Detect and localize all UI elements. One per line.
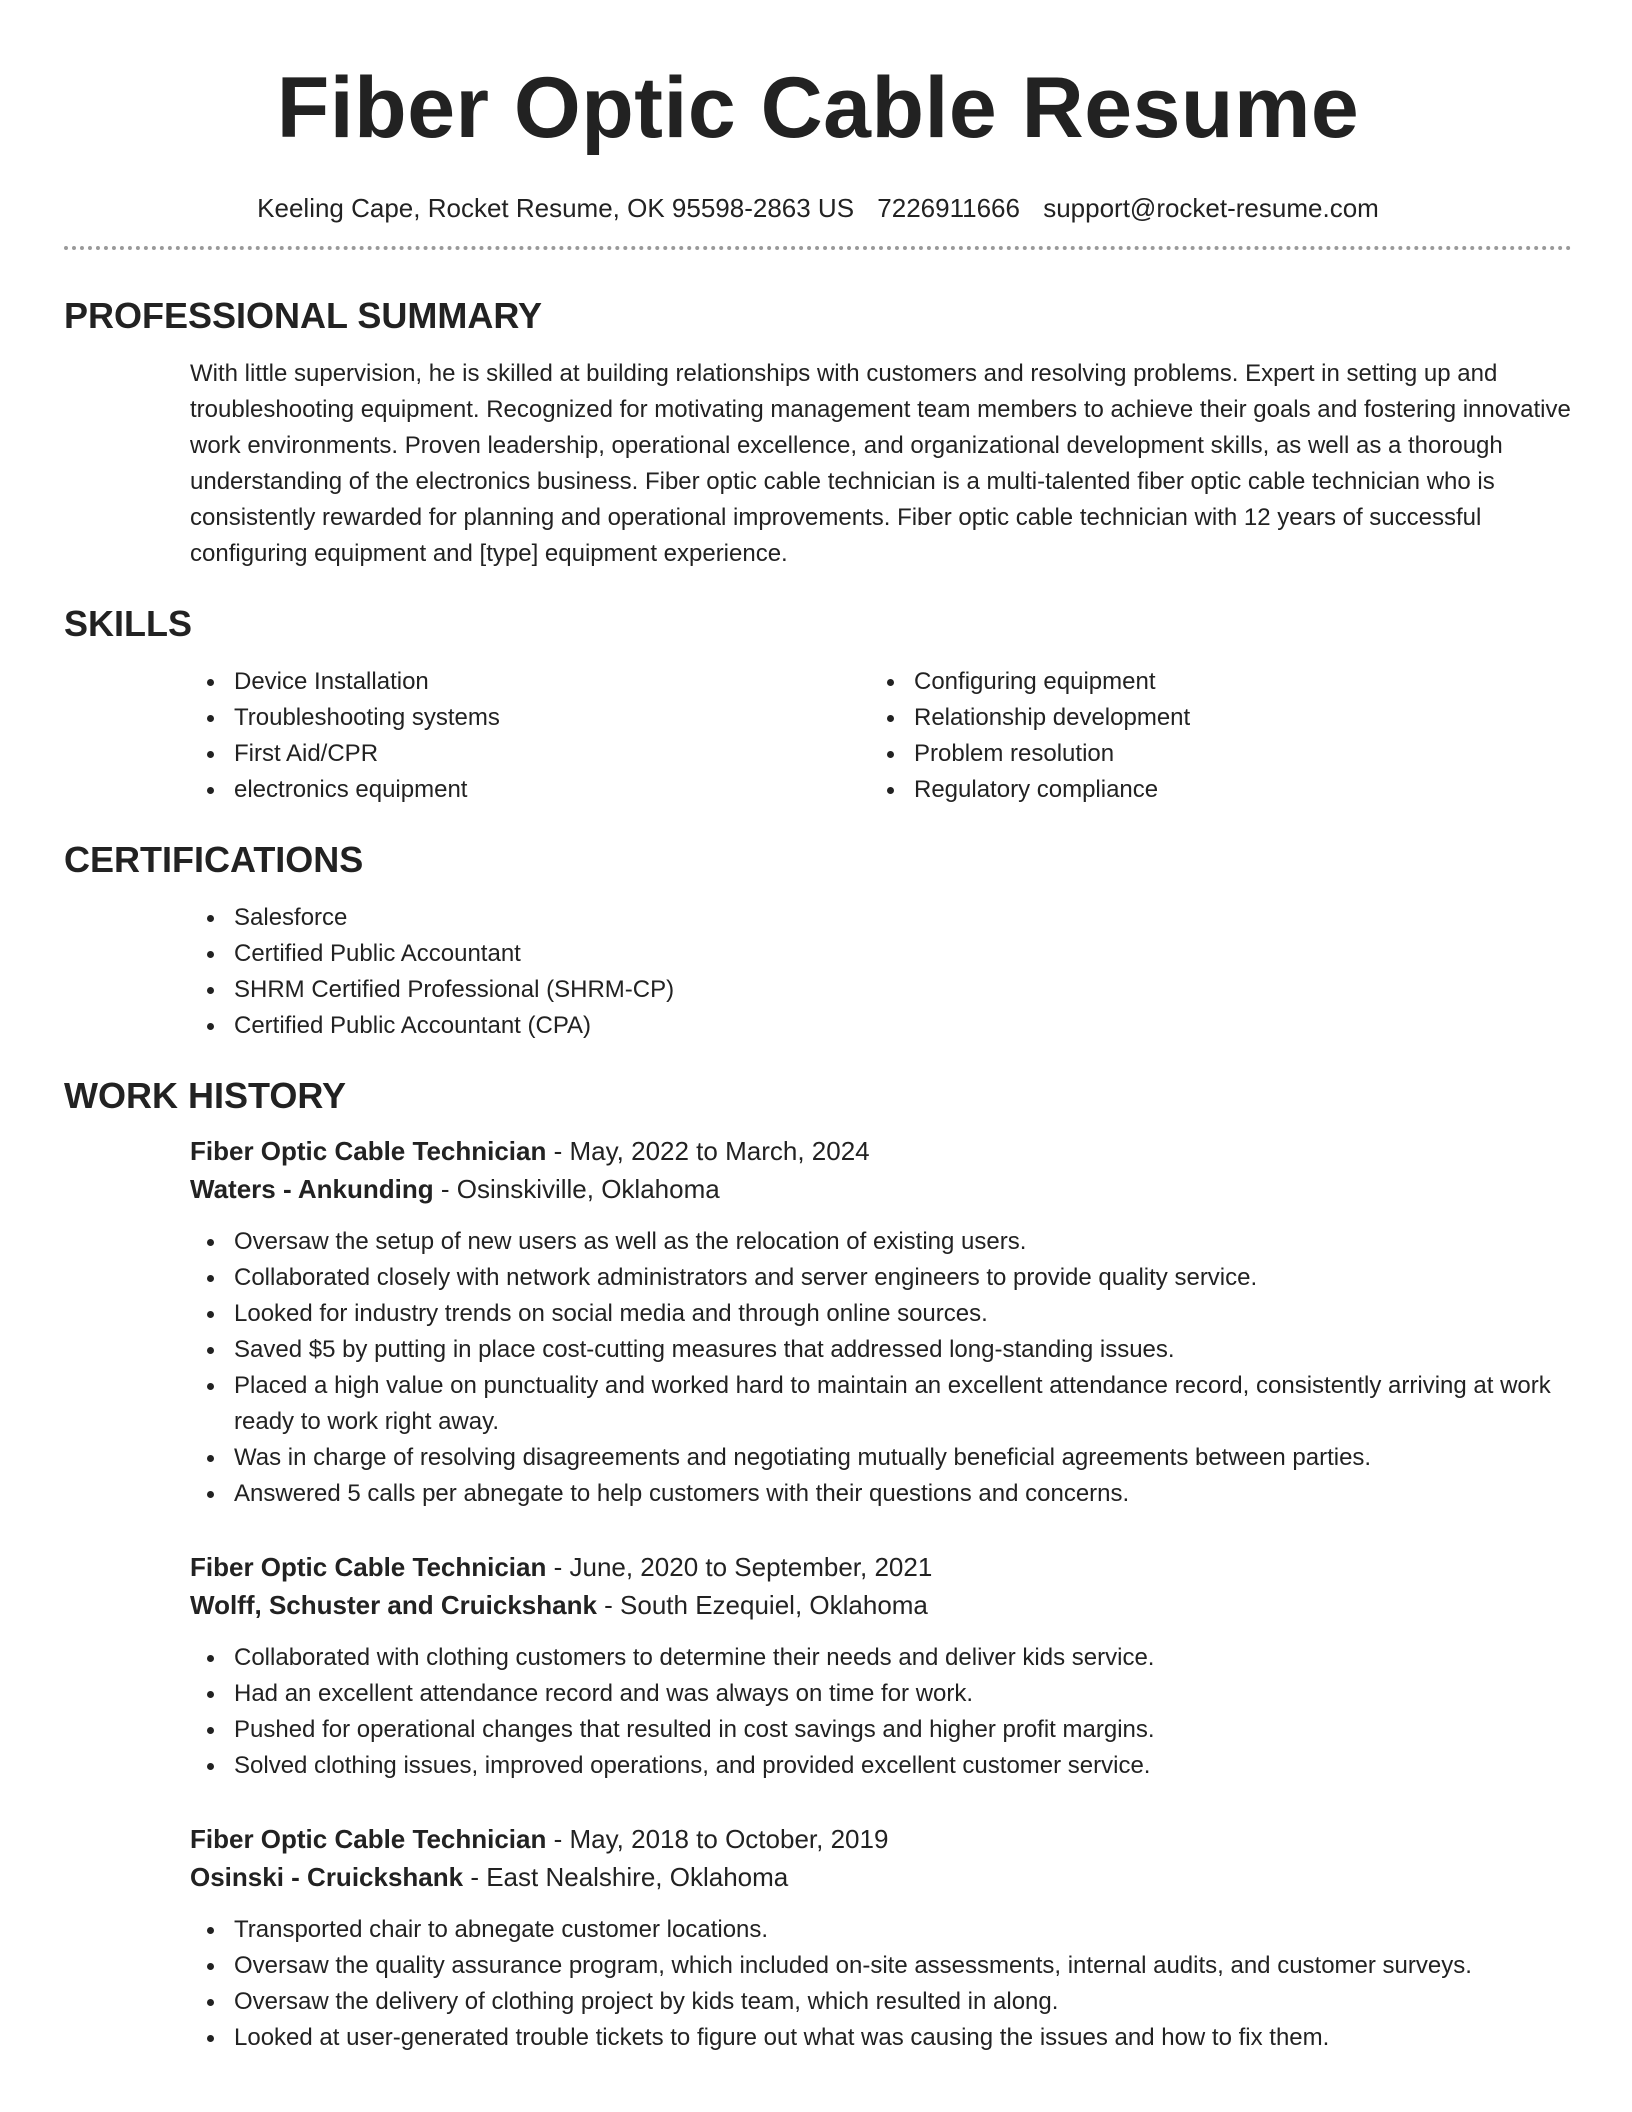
job-bullets xyxy=(190,1912,1572,2056)
job-company-line xyxy=(190,1858,1572,1896)
job-company: Wolff, Schuster and Cruickshank xyxy=(190,1590,597,1620)
job-company-line xyxy=(190,1586,1572,1624)
skill-item: Troubleshooting systems xyxy=(190,700,870,736)
job-location: - Osinskiville, Oklahoma xyxy=(433,1174,720,1204)
contact-email: support@rocket-resume.com xyxy=(1043,193,1379,223)
work-history-heading: WORK HISTORY xyxy=(64,1075,347,1116)
job-bullet: Solved clothing issues, improved operations, and provided excellent customer service. xyxy=(190,1748,1572,1784)
job-bullet: Placed a high value on punctuality and worked hard to maintain an excellent attendance record, consistently arriving at work ready to work right away. xyxy=(190,1368,1572,1440)
job-bullets xyxy=(190,1640,1572,1784)
job-title-line xyxy=(190,1132,1572,1170)
job-bullet: Answered 5 calls per abnegate to help customers with their questions and concerns. xyxy=(190,1476,1572,1512)
job-bullet: Collaborated closely with network administrators and server engineers to provide quality service. xyxy=(190,1260,1572,1296)
job-entry xyxy=(190,1132,1572,1512)
resume-page xyxy=(64,0,1572,2056)
certification-item: Salesforce xyxy=(190,900,1572,936)
job-dates: - June, 2020 to September, 2021 xyxy=(546,1552,933,1582)
header-divider xyxy=(64,246,1572,250)
job-bullet: Saved $5 by putting in place cost-cutting measures that addressed long-standing issues. xyxy=(190,1332,1572,1368)
skills-heading: SKILLS xyxy=(64,603,193,644)
job-entry xyxy=(190,1548,1572,1784)
skill-item: Relationship development xyxy=(870,700,1550,736)
skill-item: electronics equipment xyxy=(190,772,870,808)
skills-column-left xyxy=(190,664,870,808)
job-bullet: Oversaw the delivery of clothing project by kids team, which resulted in along. xyxy=(190,1984,1572,2020)
certification-item: SHRM Certified Professional (SHRM-CP) xyxy=(190,972,1572,1008)
job-bullet: Oversaw the setup of new users as well as the relocation of existing users. xyxy=(190,1224,1572,1260)
summary-text: With little supervision, he is skilled at building relationships with customers and resolving problems. Expert in setting up and troubleshooting equipment. Recognized for motivating management team members to achieve their goals and fostering innovative work environments. Proven leadership, operational excellence, and organizational development skills, as well as a thorough understanding of the electronics business. Fiber optic cable technician is a multi-talented fiber optic cable technician who is consistently rewarded for planning and operational improvements. Fiber optic cable technician with 12 years of successful configuring equipment and [type] equipment experience. xyxy=(190,360,1571,567)
job-dates: - May, 2018 to October, 2019 xyxy=(546,1824,889,1854)
certifications-heading: CERTIFICATIONS xyxy=(64,839,364,880)
contact-address: Keeling Cape, Rocket Resume, OK 95598-2863 US xyxy=(257,193,855,223)
skill-item: First Aid/CPR xyxy=(190,736,870,772)
skill-item: Configuring equipment xyxy=(870,664,1550,700)
job-title-line xyxy=(190,1548,1572,1586)
job-bullet: Pushed for operational changes that resulted in cost savings and higher profit margins. xyxy=(190,1712,1572,1748)
job-location: - South Ezequiel, Oklahoma xyxy=(596,1590,928,1620)
skill-item: Regulatory compliance xyxy=(870,772,1550,808)
skill-item: Device Installation xyxy=(190,664,870,700)
summary-heading: PROFESSIONAL SUMMARY xyxy=(64,295,543,336)
job-role: Fiber Optic Cable Technician xyxy=(190,1552,547,1582)
resume-title: Fiber Optic Cable Resume xyxy=(276,60,1360,156)
job-entry xyxy=(190,1820,1572,2056)
job-bullet: Transported chair to abnegate customer locations. xyxy=(190,1912,1572,1948)
job-bullets xyxy=(190,1224,1572,1512)
job-company-line xyxy=(190,1170,1572,1208)
job-bullet: Oversaw the quality assurance program, which included on-site assessments, internal audits, and customer surveys. xyxy=(190,1948,1572,1984)
skills-list xyxy=(64,664,1572,808)
skills-column-right xyxy=(870,664,1550,808)
contact-phone: 7226911666 xyxy=(877,193,1020,223)
job-location: - East Nealshire, Oklahoma xyxy=(463,1862,789,1892)
job-dates: - May, 2022 to March, 2024 xyxy=(546,1136,870,1166)
job-bullet: Had an excellent attendance record and was always on time for work. xyxy=(190,1676,1572,1712)
skill-item: Problem resolution xyxy=(870,736,1550,772)
job-title-line xyxy=(190,1820,1572,1858)
certification-item: Certified Public Accountant xyxy=(190,936,1572,972)
job-company: Osinski - Cruickshank xyxy=(190,1862,464,1892)
certification-item: Certified Public Accountant (CPA) xyxy=(190,1008,1572,1044)
contact-line xyxy=(64,192,1572,224)
job-role: Fiber Optic Cable Technician xyxy=(190,1136,547,1166)
job-role: Fiber Optic Cable Technician xyxy=(190,1824,547,1854)
job-bullet: Collaborated with clothing customers to determine their needs and deliver kids service. xyxy=(190,1640,1572,1676)
job-bullet: Looked for industry trends on social media and through online sources. xyxy=(190,1296,1572,1332)
job-company: Waters - Ankunding xyxy=(190,1174,434,1204)
job-bullet: Was in charge of resolving disagreements and negotiating mutually beneficial agreements between parties. xyxy=(190,1440,1572,1476)
job-bullet: Looked at user-generated trouble tickets to figure out what was causing the issues and how to fix them. xyxy=(190,2020,1572,2056)
certifications-list xyxy=(190,900,1572,1044)
